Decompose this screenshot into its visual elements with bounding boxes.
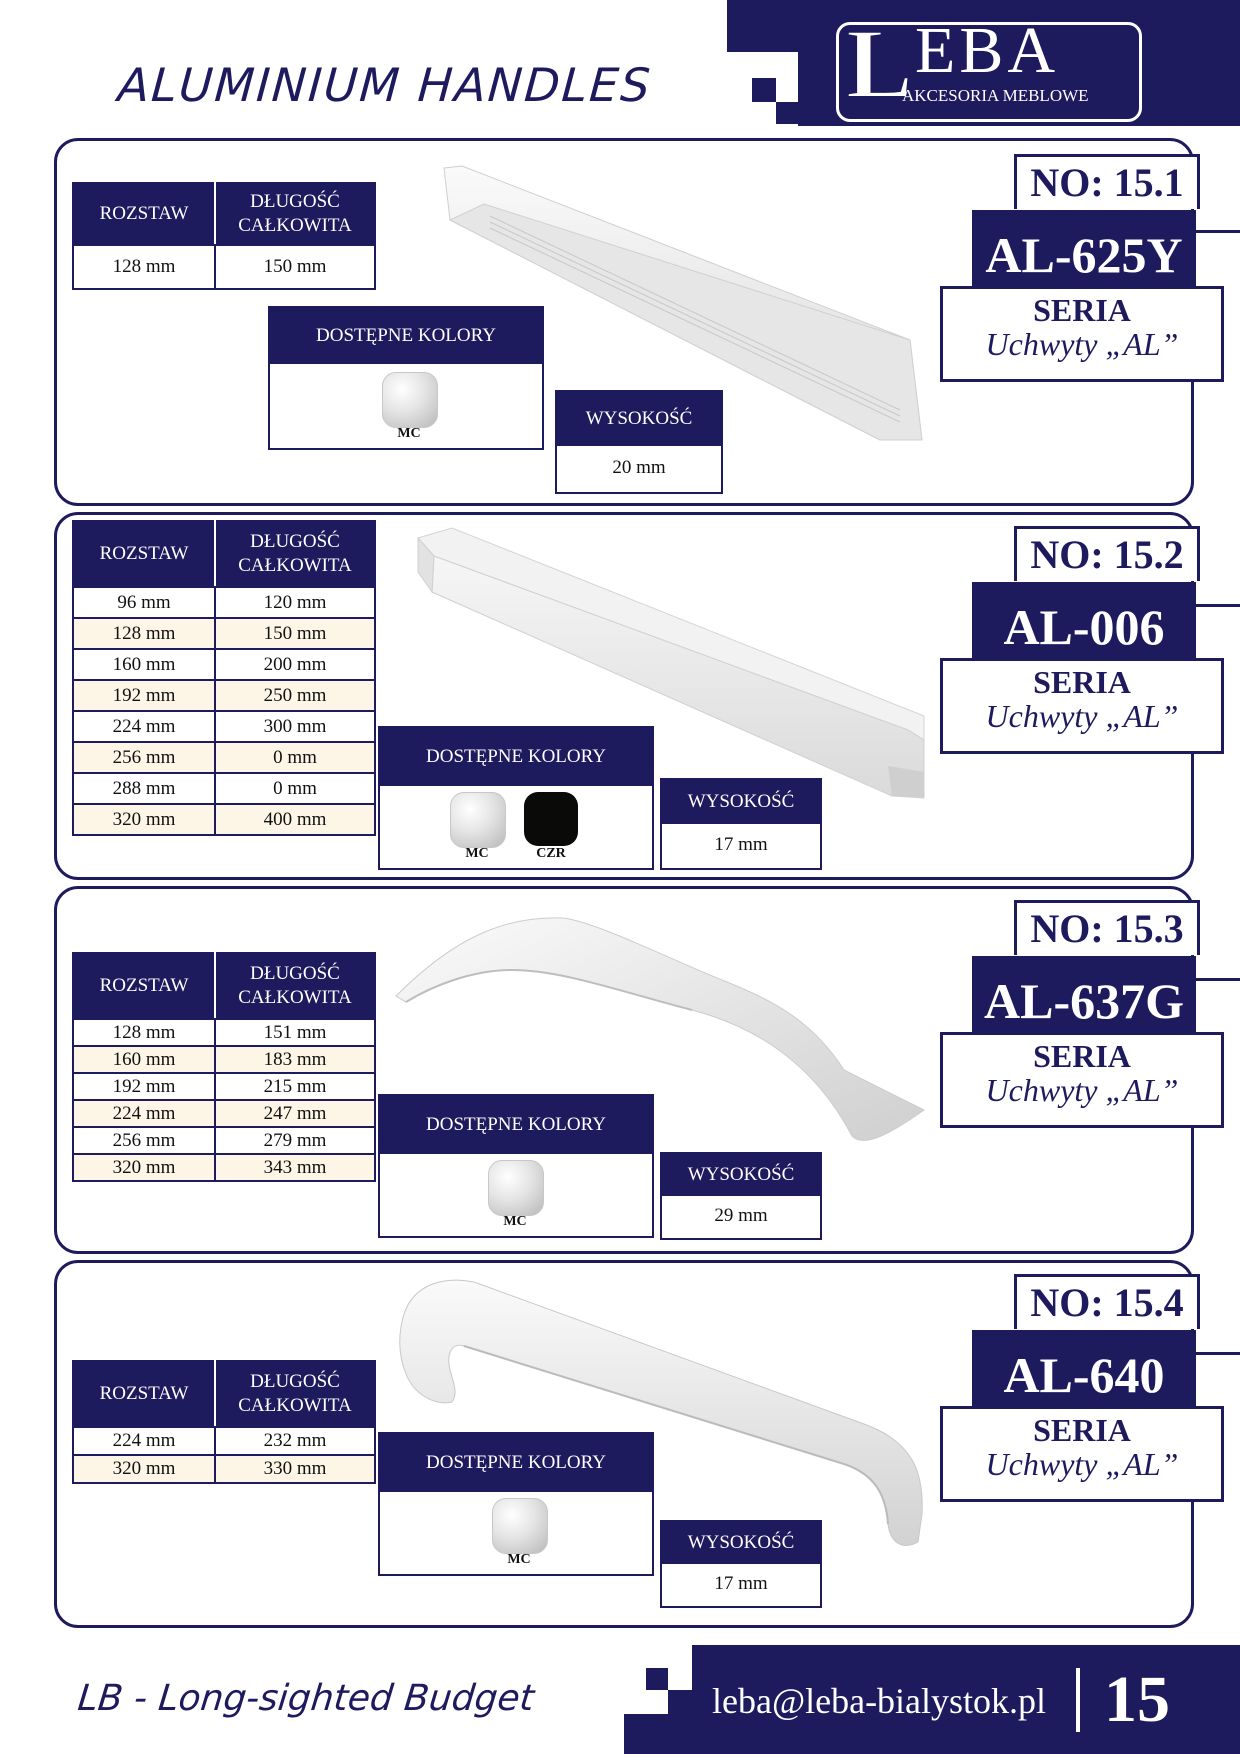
product-number: NO: 15.4 [1014, 1274, 1200, 1329]
color-code: MC [397, 426, 421, 441]
model-code: AL-637G [972, 956, 1196, 1046]
spec-table-15-3 [72, 952, 376, 1182]
table-cell: 120 mm [215, 587, 375, 618]
page-title: ALUMINIUM HANDLES [116, 58, 654, 112]
series-box [940, 286, 1224, 382]
handle-image-al-625y [440, 160, 930, 450]
table-cell: 250 mm [215, 680, 375, 711]
model-code: AL-625Y [972, 210, 1196, 300]
height-heading: WYSOKOŚĆ [557, 392, 721, 446]
height-value: 17 mm [714, 834, 768, 855]
table-cell: 200 mm [215, 649, 375, 680]
color-swatch-mc [488, 1160, 544, 1216]
table-cell: 160 mm [73, 1046, 215, 1073]
decor-square [776, 102, 798, 124]
color-code: MC [465, 846, 489, 861]
color-code: CZR [536, 846, 566, 861]
table-cell: 128 mm [73, 1019, 215, 1046]
decor-square [752, 78, 776, 102]
header-rozstaw: ROZSTAW [73, 521, 215, 587]
height-value: 17 mm [714, 1573, 768, 1594]
table-cell: 0 mm [215, 773, 375, 804]
series-name: Uchwyty „AL” [985, 698, 1179, 734]
color-code: MC [503, 1214, 527, 1229]
table-cell: 160 mm [73, 649, 215, 680]
decor-square [668, 1690, 692, 1714]
footer-slogan: LB - Long-sighted Budget [75, 1678, 536, 1719]
model-code: AL-006 [972, 582, 1196, 672]
table-cell: 232 mm [215, 1427, 375, 1455]
spec-table-15-4 [72, 1360, 376, 1484]
series-label: SERIA [1033, 664, 1131, 700]
page-number: 15 [1104, 1663, 1170, 1736]
height-value: 29 mm [714, 1205, 768, 1226]
handle-image-al-640 [394, 1274, 934, 1554]
product-number: NO: 15.3 [1014, 900, 1200, 955]
table-cell: 151 mm [215, 1019, 375, 1046]
header-dlugosc: DŁUGOŚĆ CAŁKOWITA [215, 1361, 375, 1427]
height-heading: WYSOKOŚĆ [662, 1154, 820, 1196]
table-cell: 128 mm [73, 618, 215, 649]
table-cell: 224 mm [73, 711, 215, 742]
table-cell: 96 mm [73, 587, 215, 618]
series-label: SERIA [1033, 1038, 1131, 1074]
table-cell: 224 mm [73, 1100, 215, 1127]
table-cell: 279 mm [215, 1127, 375, 1154]
table-cell: 183 mm [215, 1046, 375, 1073]
table-cell: 247 mm [215, 1100, 375, 1127]
footer-divider [1076, 1668, 1080, 1732]
height-box-15-3 [660, 1152, 822, 1240]
logo-letters: EBA [915, 14, 1059, 87]
table-cell: 192 mm [73, 1073, 215, 1100]
colors-heading: DOSTĘPNE KOLORY [380, 1096, 652, 1154]
spec-table-15-1 [72, 182, 376, 290]
table-cell: 224 mm [73, 1427, 215, 1455]
table-cell: 128 mm [73, 245, 215, 289]
logo-letter-l: L [846, 8, 913, 119]
series-name: Uchwyty „AL” [985, 326, 1179, 362]
header-rozstaw: ROZSTAW [73, 183, 215, 245]
decor-square [646, 1668, 668, 1690]
height-heading: WYSOKOŚĆ [662, 1522, 820, 1564]
color-code: MC [507, 1552, 531, 1567]
product-number: NO: 15.2 [1014, 526, 1200, 581]
handle-image-al-006 [412, 520, 932, 810]
table-cell: 288 mm [73, 773, 215, 804]
header-dlugosc: DŁUGOŚĆ CAŁKOWITA [215, 953, 375, 1019]
color-swatch-mc [382, 372, 438, 428]
table-cell: 256 mm [73, 742, 215, 773]
table-cell: 300 mm [215, 711, 375, 742]
model-code: AL-640 [972, 1330, 1196, 1420]
table-cell: 256 mm [73, 1127, 215, 1154]
header-rozstaw: ROZSTAW [73, 953, 215, 1019]
colors-heading: DOSTĘPNE KOLORY [380, 1434, 652, 1492]
logo-subtitle: AKCESORIA MEBLOWE [902, 86, 1089, 105]
handle-image-al-637g [392, 910, 932, 1150]
colors-heading: DOSTĘPNE KOLORY [270, 308, 542, 364]
table-cell: 320 mm [73, 1154, 215, 1181]
header-dlugosc: DŁUGOŚĆ CAŁKOWITA [215, 183, 375, 245]
footer-email[interactable]: leba@leba-bialystok.pl [712, 1681, 1047, 1721]
table-cell: 330 mm [215, 1455, 375, 1483]
table-cell: 150 mm [215, 245, 375, 289]
table-cell: 150 mm [215, 618, 375, 649]
colors-heading: DOSTĘPNE KOLORY [380, 728, 652, 786]
table-cell: 400 mm [215, 804, 375, 835]
spec-table-15-2 [72, 520, 376, 836]
series-box [940, 1406, 1224, 1502]
series-box [940, 1032, 1224, 1128]
table-cell: 192 mm [73, 680, 215, 711]
series-label: SERIA [1033, 1412, 1131, 1448]
table-cell: 215 mm [215, 1073, 375, 1100]
table-cell: 320 mm [73, 1455, 215, 1483]
series-label: SERIA [1033, 292, 1131, 328]
series-name: Uchwyty „AL” [985, 1446, 1179, 1482]
series-box [940, 658, 1224, 754]
header-rozstaw: ROZSTAW [73, 1361, 215, 1427]
table-cell: 343 mm [215, 1154, 375, 1181]
height-value: 20 mm [612, 457, 666, 478]
table-cell: 320 mm [73, 804, 215, 835]
height-heading: WYSOKOŚĆ [662, 780, 820, 824]
table-cell: 0 mm [215, 742, 375, 773]
decor-square [624, 1714, 692, 1754]
header-dlugosc: DŁUGOŚĆ CAŁKOWITA [215, 521, 375, 587]
product-number: NO: 15.1 [1014, 154, 1200, 209]
series-name: Uchwyty „AL” [985, 1072, 1179, 1108]
